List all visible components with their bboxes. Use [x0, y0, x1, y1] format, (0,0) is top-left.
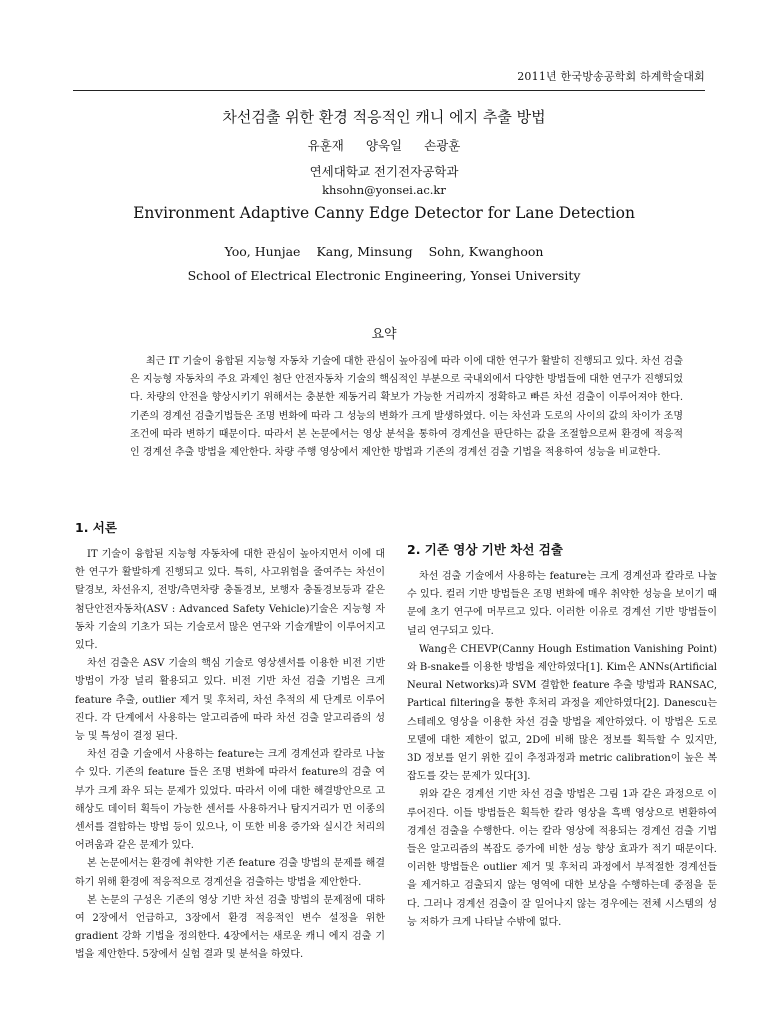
- section-1-heading: 1. 서론: [75, 520, 117, 535]
- author-2-ko: 양욱일: [365, 138, 403, 153]
- section-2-heading: 2. 기존 영상 기반 차선 검출: [407, 542, 563, 557]
- section-1-paragraph: 차선 검출 기술에서 사용하는 feature는 크게 경계선과 칼라로 나눌 수 있다. 기존의 feature 들은 조명 변화에 따라서 feature의 검출 여부가 크게 좌우 되는 문제가 있었다. 따라서 이에 대한 해결방안으로 고해상도 데이터 획득이 가능한 센서를 사용하거나 탐지거리가 먼 이종의 센서를 결합하는 방법 등이 있으나, 이 또한 비용 증가와 실시간 처리의 어려움과 같은 문제가 있다.: [75, 749, 385, 852]
- author-1-en: Yoo, Hunjae: [224, 244, 301, 259]
- author-email: khsohn@yonsei.ac.kr: [322, 183, 446, 197]
- header-rule: [73, 90, 705, 91]
- conference-header: 2011년 한국방송공학회 하계학술대회: [517, 70, 705, 83]
- title-korean: 차선검출 위한 환경 적응적인 캐니 에지 추출 방법: [222, 108, 546, 126]
- affiliation-korean: 연세대학교 전기전자공학과: [309, 164, 459, 179]
- section-2-paragraph: 차선 검출 기술에서 사용하는 feature는 크게 경계선과 칼라로 나눌 수 있다. 컬러 기반 방법들은 조명 변화에 매우 취약한 성능을 보이기 때문에 초기 연구에 머무르고 있다. 이러한 이유로 경계선 기반 방법들이 널리 연구되고 있다.: [407, 571, 717, 637]
- section-1-paragraph: 본 논문에서는 환경에 취약한 기존 feature 검출 방법의 문제를 해결하기 위해 환경에 적응적으로 경계선을 검출하는 방법을 제안한다.: [75, 858, 385, 888]
- section-1-paragraph: 차선 검출은 ASV 기술의 핵심 기술로 영상센서를 이용한 비전 기반 방법이 가장 널리 활용되고 있다. 비전 기반 차선 검출 기법은 크게 feature 추출, outlier 제거 및 후처리, 차선 추적의 세 단계로 이루어진다. 각 단계에서 사용하는 알고리즘에 따라 차선 검출 알고리즘의 성능 및 특성이 결정 된다.: [75, 658, 385, 743]
- author-2-en: Kang, Minsung: [316, 244, 413, 259]
- author-3-ko: 손광훈: [424, 138, 461, 153]
- authors-english: [0, 244, 768, 259]
- section-2-paragraph: 위와 같은 경계선 기반 차선 검출 방법은 그림 1과 같은 과정으로 이루어진다. 이들 방법들은 획득한 칼라 영상을 흑백 영상으로 변환하여 경계선 검출을 수행한다. 이는 칼라 영상에 적용되는 경계선 검출 기법들은 알고리즘의 복잡도 증가에 비한 성능 향상 효과가 적기 때문이다. 이러한 방법들은 outlier 제거 및 후처리 과정에서 부적절한 경계선들을 제거하고 검출되지 않는 영역에 대한 보상을 수행하는데 중점을 둔다. 그러나 경계선 검출이 잘 일어나지 않는 경우에는 전체 시스템의 성능 저하가 크게 나타날 수밖에 없다.: [407, 789, 717, 928]
- section-1-paragraph: IT 기술이 융합된 지능형 자동차에 대한 관심이 높아지면서 이에 대한 연구가 활발하게 진행되고 있다. 특히, 사고위험을 줄여주는 차선이탈경보, 차선유지, 전방/측면차량 충돌경보, 보행자 충돌경보등과 같은 첨단안전자동차(ASV : Advanced Safety Vehicle)기술은 지능형 자동차 기술의 기초가 되는 기술로서 많은 연구와 기술개발이 이루어지고 있다.: [75, 549, 385, 652]
- section-2-paragraph: Wang은 CHEVP(Canny Hough Estimation Vanishing Point) 와 B-snake를 이용한 방법을 제안하였다[1]. Kim은 ANNs(Artificial Neural Networks)과 SVM 결합한 feature 추출 방법과 RANSAC, Partical filtering을 통한 후처리 과정을 제안하였다[2]. Danescu는 스테레오 영상을 이용한 차선 검출 방법을 제안하였다. 이 방법은 도로 모델에 대한 제한이 없고, 2D에 비해 많은 정보를 획득할 수 있지만, 3D 정보를 얻기 위한 깊이 추정과정과 metric calibration이 높은 복잡도를 갖는 문제가 있다[3].: [407, 643, 717, 783]
- author-3-en: Sohn, Kwanghoon: [428, 244, 544, 259]
- authors-korean: [0, 136, 768, 154]
- abstract-heading: 요약: [371, 327, 397, 342]
- right-column: [407, 568, 717, 932]
- affiliation-english: School of Electrical Electronic Engineering, Yonsei University: [187, 268, 581, 283]
- abstract-text: 최근 IT 기술이 융합된 지능형 자동차 기술에 대한 관심이 높아짐에 따라 이에 대한 연구가 활발히 진행되고 있다. 차선 검출은 지능형 자동차의 주요 과제인 첨단 안전자동차 기술의 핵심적인 부분으로 국내외에서 다양한 방법들에 대한 연구가 진행되었다. 차량의 안전을 향상시키기 위해서는 충분한 제동거리 확보가 가능한 거리까지 정확하고 빠른 차선 검출이 이루어져야 한다. 기존의 경계선 검출기법들은 조명 변화에 따라 그 성능의 변화가 크게 발생하였다. 이는 차선과 도로의 사이의 값의 차이가 조명 조건에 따라 변하기 때문이다. 따라서 본 논문에서는 영상 분석을 통하여 경계선을 판단하는 값을 조절함으로써 환경에 적응적인 경계선 추출 방법을 제안한다. 차량 주행 영상에서 제안한 방법과 기존의 경계선 검출 기법을 적용하여 성능을 비교한다.: [130, 356, 683, 459]
- section-1-paragraph: 본 논문의 구성은 기존의 영상 기반 차선 검출 방법의 문제점에 대하여 2장에서 언급하고, 3장에서 환경 적응적인 변수 설정을 위한 gradient 강화 기법을 정의한다. 4장에서는 새로운 캐니 에지 검출 기법을 제안한다. 5장에서 실험 결과 및 분석을 하였다.: [75, 894, 385, 961]
- title-english: Environment Adaptive Canny Edge Detector for Lane Detection: [133, 204, 635, 222]
- left-column: [75, 546, 385, 965]
- author-1-ko: 유훈재: [307, 138, 344, 153]
